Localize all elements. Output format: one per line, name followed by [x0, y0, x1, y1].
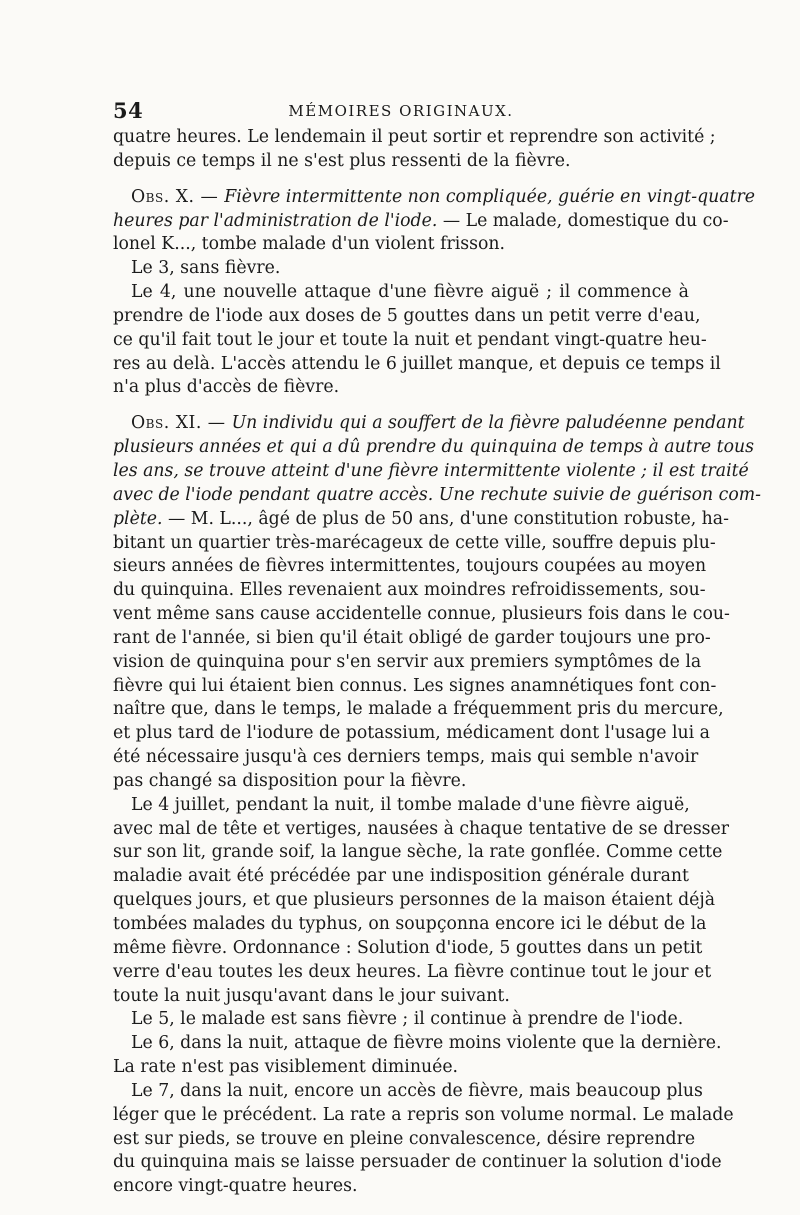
text-line: Le 3, sans fièvre.	[131, 258, 281, 279]
text-line: Le 4 juillet, pendant la nuit, il tombe malade d'une fièvre aiguë,	[131, 794, 690, 815]
observation-heading-line: plusieurs années et qui a dû prendre du quinquina de temps à autre tous	[113, 437, 755, 458]
text-line: du quinquina mais se laisse persuader de continuer la solution d'iode	[113, 1152, 722, 1173]
text-line: quatre heures. Le lendemain il peut sortir et reprendre son activité ;	[113, 127, 716, 147]
text-line: quelques jours, et que plusieurs personnes de la maison étaient déjà	[113, 890, 716, 911]
observation-heading-line: les ans, se trouve atteint d'une fièvre intermittente violente ; il est traité	[113, 460, 749, 481]
text-line: encore vingt-quatre heures.	[113, 1176, 358, 1197]
observation-heading-line: avec de l'iode pendant quatre accès. Une rechute suivie de guérison com-	[113, 484, 761, 505]
observation-heading-line: Obs. X. — Fièvre intermittente non compliquée, guérie en vingt-quatre	[131, 186, 756, 207]
text-line: sieurs années de fièvres intermittentes, toujours coupées au moyen	[113, 556, 707, 577]
text-line: vent même sans cause accidentelle connue, plusieurs fois dans le cou-	[113, 604, 730, 625]
text-line: même fièvre. Ordonnance : Solution d'iode, 5 gouttes dans un petit	[113, 937, 703, 958]
text-line: vision de quinquina pour s'en servir aux premiers symptômes de la	[113, 651, 702, 672]
text-line: avec mal de tête et vertiges, nausées à chaque tentative de se dresser	[113, 818, 730, 839]
text-line: et plus tard de l'iodure de potassium, médicament dont l'usage lui a	[113, 723, 710, 744]
text-line: Le 7, dans la nuit, encore un accès de fièvre, mais beaucoup plus	[131, 1080, 703, 1101]
text-line: toute la nuit jusqu'avant dans le jour suivant.	[113, 985, 510, 1006]
text-line: fièvre qui lui étaient bien connus. Les signes anamnétiques font con-	[113, 675, 717, 696]
text-line: bitant un quartier très-marécageux de cette ville, souffre depuis plu-	[113, 532, 716, 553]
text-line: n'a plus d'accès de fièvre.	[113, 377, 340, 398]
text-line: naître que, dans le temps, le malade a fréquemment pris du mercure,	[113, 699, 724, 720]
text-line: La rate n'est pas visiblement diminuée.	[113, 1057, 459, 1078]
text-line: est sur pieds, se trouve en pleine convalescence, désire reprendre	[113, 1128, 696, 1149]
observation-heading-line: heures par l'administration de l'iode. — Le malade, domestique du co-	[113, 210, 729, 231]
text-line: verre d'eau toutes les deux heures. La fièvre continue tout le jour et	[113, 961, 712, 982]
observation-heading-line: Obs. XI. — Un individu qui a souffert de la fièvre paludéenne pendant	[131, 413, 745, 434]
text-line: pas changé sa disposition pour la fièvre.	[113, 770, 467, 791]
text-line: maladie avait été précédée par une indisposition générale durant	[113, 866, 689, 887]
text-line: Le 6, dans la nuit, attaque de fièvre moins violente que la dernière.	[131, 1033, 722, 1054]
text-line: depuis ce temps il ne s'est plus ressenti de la fièvre.	[113, 150, 571, 171]
text-line: res au delà. L'accès attendu le 6 juillet manque, et depuis ce temps il	[113, 353, 721, 374]
paragraph-continuation	[113, 126, 716, 174]
text-line: léger que le précédent. La rate a repris son volume normal. Le malade	[113, 1104, 734, 1125]
text-line: été nécessaire jusqu'à ces derniers temps, mais qui semble n'avoir	[113, 747, 699, 768]
observation-11	[113, 412, 761, 1199]
text-line: Le 5, le malade est sans fièvre ; il continue à prendre de l'iode.	[131, 1009, 684, 1030]
text-line: ce qu'il fait tout le jour et toute la nuit et pendant vingt-quatre heu-	[113, 329, 707, 350]
observation-10	[113, 186, 756, 401]
text-line: tombées malades du typhus, on soupçonna encore ici le début de la	[113, 914, 707, 934]
running-title: MÉMOIRES ORIGINAUX.	[288, 102, 514, 120]
text-line: lonel K..., tombe malade d'un violent frisson.	[113, 234, 506, 255]
text-line: Le 4, une nouvelle attaque d'une fièvre aiguë ; il commence à	[131, 282, 689, 303]
text-line: rant de l'année, si bien qu'il était obligé de garder toujours une pro-	[113, 627, 711, 648]
text-line: plète. — M. L..., âgé de plus de 50 ans, d'une constitution robuste, ha-	[113, 508, 729, 529]
text-line: du quinquina. Elles revenaient aux moindres refroidissements, sou-	[113, 580, 706, 601]
running-head	[113, 96, 689, 126]
page-number: 54	[113, 98, 144, 123]
text-line: prendre de l'iode aux doses de 5 gouttes dans un petit verre d'eau,	[113, 305, 701, 326]
text-line: sur son lit, grande soif, la langue sèche, la rate gonflée. Comme cette	[113, 842, 723, 863]
page	[113, 96, 761, 1199]
